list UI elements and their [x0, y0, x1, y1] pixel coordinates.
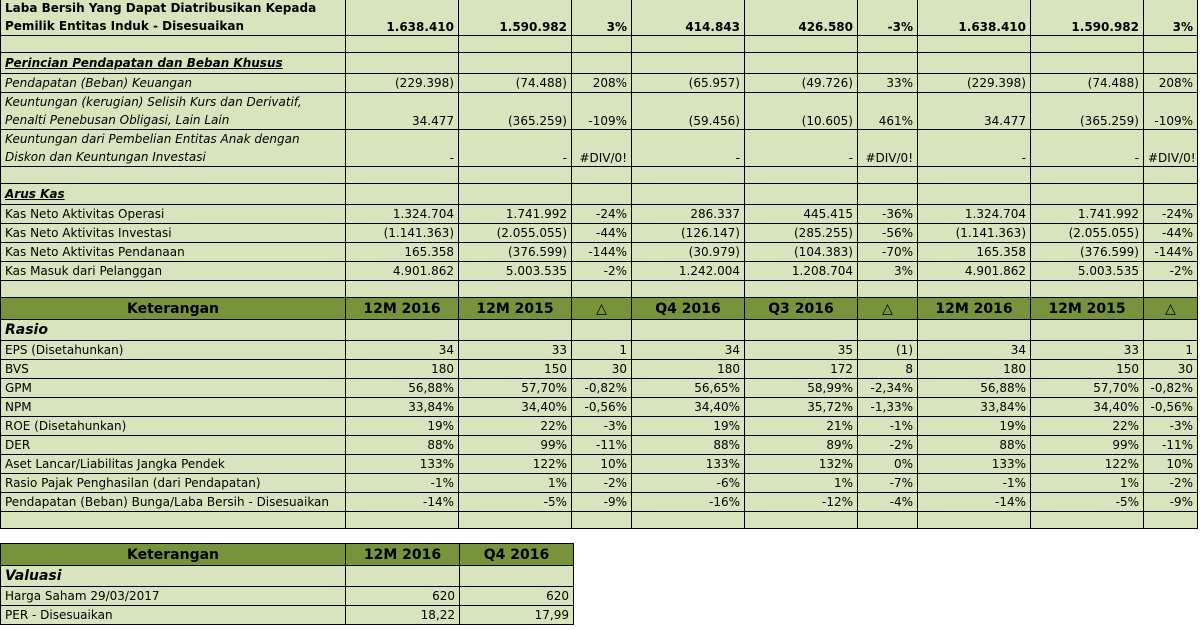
- empty-cell[interactable]: [1031, 53, 1144, 74]
- section-title-text: Valuasi: [5, 568, 62, 584]
- value-cell[interactable]: -0,82%: [572, 379, 632, 398]
- empty-cell[interactable]: [632, 281, 745, 298]
- value-cell[interactable]: -: [918, 130, 1031, 167]
- empty-cell[interactable]: [632, 53, 745, 74]
- empty-cell[interactable]: [1144, 320, 1198, 341]
- value-cell[interactable]: 1%: [745, 474, 858, 493]
- value-cell[interactable]: -24%: [572, 205, 632, 224]
- header-period[interactable]: 12M 2016: [918, 298, 1031, 320]
- value-cell[interactable]: 33,84%: [346, 398, 459, 417]
- value-cell[interactable]: -44%: [572, 224, 632, 243]
- header-period[interactable]: Q3 2016: [745, 298, 858, 320]
- value-cell[interactable]: -7%: [858, 474, 918, 493]
- table-row: [1, 417, 1198, 436]
- value-cell[interactable]: -56%: [858, 224, 918, 243]
- value-cell[interactable]: -: [1031, 130, 1144, 167]
- value-cell[interactable]: (10.605): [745, 93, 858, 130]
- value-cell[interactable]: -3%: [572, 417, 632, 436]
- empty-cell[interactable]: [459, 184, 572, 205]
- value-cell[interactable]: 17,99: [460, 606, 574, 625]
- value-cell[interactable]: 3%: [572, 0, 632, 36]
- value-cell[interactable]: (65.957): [632, 74, 745, 93]
- row-label[interactable]: PER - Disesuaikan: [1, 606, 346, 625]
- empty-cell[interactable]: [745, 184, 858, 205]
- row-label[interactable]: EPS (Disetahunkan): [1, 341, 346, 360]
- value-cell[interactable]: 286.337: [632, 205, 745, 224]
- value-cell[interactable]: 1%: [459, 474, 572, 493]
- table-row: [1, 130, 1198, 167]
- value-cell[interactable]: 620: [346, 587, 460, 606]
- table-row: [1, 93, 1198, 130]
- header-period[interactable]: 12M 2015: [1031, 298, 1144, 320]
- value-cell[interactable]: 57,70%: [459, 379, 572, 398]
- empty-cell[interactable]: [858, 320, 918, 341]
- value-cell[interactable]: (285.255): [745, 224, 858, 243]
- empty-cell[interactable]: [459, 320, 572, 341]
- row-label[interactable]: BVS: [1, 360, 346, 379]
- blank-row: [1, 167, 1198, 184]
- table-row: [1, 493, 1198, 512]
- value-cell[interactable]: 122%: [459, 455, 572, 474]
- value-cell[interactable]: (104.383): [745, 243, 858, 262]
- row-label[interactable]: GPM: [1, 379, 346, 398]
- value-cell[interactable]: 35: [745, 341, 858, 360]
- value-cell[interactable]: 22%: [1031, 417, 1144, 436]
- value-cell[interactable]: 19%: [346, 417, 459, 436]
- value-cell[interactable]: -109%: [572, 93, 632, 130]
- value-cell[interactable]: #DIV/0!: [1144, 130, 1198, 167]
- header-period[interactable]: △: [1144, 298, 1198, 320]
- empty-cell[interactable]: [858, 167, 918, 184]
- value-cell[interactable]: 414.843: [632, 0, 745, 36]
- table-row: [1, 455, 1198, 474]
- section-title[interactable]: [1, 184, 346, 205]
- value-cell[interactable]: 1.208.704: [745, 262, 858, 281]
- table-row: [1, 436, 1198, 455]
- value-cell[interactable]: 1.638.410: [918, 0, 1031, 36]
- value-cell[interactable]: 34: [346, 341, 459, 360]
- value-cell[interactable]: -0,56%: [1144, 398, 1198, 417]
- empty-cell[interactable]: [1144, 53, 1198, 74]
- empty-cell[interactable]: [1, 36, 346, 53]
- value-cell[interactable]: 33%: [858, 74, 918, 93]
- empty-cell[interactable]: [1031, 184, 1144, 205]
- row-label[interactable]: NPM: [1, 398, 346, 417]
- empty-cell[interactable]: [1, 167, 346, 184]
- empty-cell[interactable]: [745, 167, 858, 184]
- value-cell[interactable]: #DIV/0!: [572, 130, 632, 167]
- empty-cell[interactable]: [572, 167, 632, 184]
- empty-cell[interactable]: [346, 167, 459, 184]
- value-cell[interactable]: 3%: [858, 262, 918, 281]
- empty-cell[interactable]: [632, 184, 745, 205]
- row-label[interactable]: Kas Neto Aktivitas Pendanaan: [1, 243, 346, 262]
- value-cell[interactable]: (376.599): [1031, 243, 1144, 262]
- value-cell[interactable]: 1.242.004: [632, 262, 745, 281]
- row-label[interactable]: ROE (Disetahunkan): [1, 417, 346, 436]
- blank-row: [1, 36, 1198, 53]
- table-row: [1, 398, 1198, 417]
- value-cell[interactable]: 1: [1144, 341, 1198, 360]
- value-cell[interactable]: 10%: [1144, 455, 1198, 474]
- value-cell[interactable]: 56,65%: [632, 379, 745, 398]
- value-cell[interactable]: -5%: [459, 493, 572, 512]
- empty-cell[interactable]: [1031, 512, 1144, 529]
- value-cell[interactable]: (2.055.055): [1031, 224, 1144, 243]
- value-cell[interactable]: (229.398): [918, 74, 1031, 93]
- value-cell[interactable]: -14%: [918, 493, 1031, 512]
- value-cell[interactable]: -: [745, 130, 858, 167]
- table-row: [1, 262, 1198, 281]
- header-period[interactable]: Q4 2016: [632, 298, 745, 320]
- row-label[interactable]: DER: [1, 436, 346, 455]
- empty-cell[interactable]: [459, 36, 572, 53]
- empty-cell[interactable]: [572, 36, 632, 53]
- empty-cell[interactable]: [1, 281, 346, 298]
- value-cell[interactable]: -1%: [918, 474, 1031, 493]
- value-cell[interactable]: -2%: [858, 436, 918, 455]
- empty-cell[interactable]: [459, 281, 572, 298]
- table-row: [1, 0, 1198, 36]
- value-cell[interactable]: 99%: [1031, 436, 1144, 455]
- value-cell[interactable]: 1.741.992: [459, 205, 572, 224]
- value-cell[interactable]: -3%: [1144, 417, 1198, 436]
- empty-cell[interactable]: [1031, 281, 1144, 298]
- value-cell[interactable]: -109%: [1144, 93, 1198, 130]
- empty-cell[interactable]: [918, 320, 1031, 341]
- empty-cell[interactable]: [459, 53, 572, 74]
- value-cell[interactable]: -3%: [858, 0, 918, 36]
- value-cell[interactable]: -9%: [1144, 493, 1198, 512]
- empty-cell[interactable]: [632, 512, 745, 529]
- table-row: [1, 360, 1198, 379]
- empty-cell[interactable]: [1031, 36, 1144, 53]
- value-cell[interactable]: 172: [745, 360, 858, 379]
- value-cell[interactable]: -0,56%: [572, 398, 632, 417]
- value-cell[interactable]: -0,82%: [1144, 379, 1198, 398]
- value-cell[interactable]: -1%: [858, 417, 918, 436]
- value-cell[interactable]: -2,34%: [858, 379, 918, 398]
- value-cell[interactable]: 88%: [918, 436, 1031, 455]
- value-cell[interactable]: (365.259): [1031, 93, 1144, 130]
- header-row: [1, 544, 574, 566]
- value-cell[interactable]: (126.147): [632, 224, 745, 243]
- value-cell[interactable]: -: [632, 130, 745, 167]
- empty-cell[interactable]: [1144, 512, 1198, 529]
- value-cell[interactable]: -144%: [1144, 243, 1198, 262]
- value-cell[interactable]: 208%: [572, 74, 632, 93]
- section-title-text: Rasio: [5, 322, 48, 338]
- table-row: [1, 379, 1198, 398]
- empty-cell[interactable]: [858, 36, 918, 53]
- empty-cell[interactable]: [632, 167, 745, 184]
- header-period[interactable]: 12M 2016: [346, 298, 459, 320]
- empty-cell[interactable]: [346, 281, 459, 298]
- value-cell[interactable]: -70%: [858, 243, 918, 262]
- header-row: [1, 298, 1198, 320]
- section-title-text: Arus Kas: [5, 187, 65, 201]
- section-title[interactable]: [1, 53, 346, 74]
- empty-cell[interactable]: [858, 281, 918, 298]
- value-cell[interactable]: (74.488): [1031, 74, 1144, 93]
- value-cell[interactable]: -1%: [346, 474, 459, 493]
- value-cell[interactable]: 133%: [632, 455, 745, 474]
- blank-row: [1, 512, 1198, 529]
- value-cell[interactable]: 88%: [346, 436, 459, 455]
- header-period[interactable]: Q4 2016: [460, 544, 574, 566]
- value-cell[interactable]: 34,40%: [459, 398, 572, 417]
- value-cell[interactable]: 34: [918, 341, 1031, 360]
- empty-cell[interactable]: [572, 184, 632, 205]
- empty-cell[interactable]: [632, 320, 745, 341]
- value-cell[interactable]: 208%: [1144, 74, 1198, 93]
- value-cell[interactable]: 34.477: [918, 93, 1031, 130]
- value-cell[interactable]: -36%: [858, 205, 918, 224]
- value-cell[interactable]: (365.259): [459, 93, 572, 130]
- value-cell[interactable]: 620: [460, 587, 574, 606]
- value-cell[interactable]: 461%: [858, 93, 918, 130]
- value-cell[interactable]: 1.741.992: [1031, 205, 1144, 224]
- table-row: [1, 606, 574, 625]
- value-cell[interactable]: (229.398): [346, 74, 459, 93]
- value-cell[interactable]: -11%: [1144, 436, 1198, 455]
- section-title-row: [1, 320, 1198, 341]
- value-cell[interactable]: 180: [346, 360, 459, 379]
- value-cell[interactable]: 3%: [1144, 0, 1198, 36]
- value-cell[interactable]: 180: [918, 360, 1031, 379]
- empty-cell[interactable]: [1144, 281, 1198, 298]
- value-cell[interactable]: 35,72%: [745, 398, 858, 417]
- value-cell[interactable]: 426.580: [745, 0, 858, 36]
- empty-cell[interactable]: [1144, 184, 1198, 205]
- value-cell[interactable]: -2%: [572, 474, 632, 493]
- value-cell[interactable]: 133%: [346, 455, 459, 474]
- table-row: [1, 74, 1198, 93]
- value-cell[interactable]: 10%: [572, 455, 632, 474]
- value-cell[interactable]: (59.456): [632, 93, 745, 130]
- value-cell[interactable]: 180: [632, 360, 745, 379]
- value-cell[interactable]: 33: [1031, 341, 1144, 360]
- row-label[interactable]: Keuntungan dari Pembelian Entitas Anak dengan Diskon dan Keuntungan Investasi: [1, 130, 346, 167]
- value-cell[interactable]: -6%: [632, 474, 745, 493]
- row-label[interactable]: Aset Lancar/Liabilitas Jangka Pendek: [1, 455, 346, 474]
- value-cell[interactable]: 1%: [1031, 474, 1144, 493]
- value-cell[interactable]: -: [346, 130, 459, 167]
- empty-cell[interactable]: [1031, 167, 1144, 184]
- value-cell[interactable]: 34,40%: [1031, 398, 1144, 417]
- value-cell[interactable]: 5.003.535: [1031, 262, 1144, 281]
- value-cell[interactable]: 21%: [745, 417, 858, 436]
- value-cell[interactable]: -144%: [572, 243, 632, 262]
- value-cell[interactable]: (74.488): [459, 74, 572, 93]
- value-cell[interactable]: 122%: [1031, 455, 1144, 474]
- empty-cell[interactable]: [346, 320, 459, 341]
- table-row: [1, 205, 1198, 224]
- value-cell[interactable]: 1.638.410: [346, 0, 459, 36]
- empty-cell[interactable]: [858, 53, 918, 74]
- value-cell[interactable]: 1: [572, 341, 632, 360]
- empty-cell[interactable]: [745, 512, 858, 529]
- value-cell[interactable]: #DIV/0!: [858, 130, 918, 167]
- empty-cell[interactable]: [572, 281, 632, 298]
- header-period[interactable]: △: [572, 298, 632, 320]
- section-title-row: [1, 184, 1198, 205]
- row-label[interactable]: Kas Masuk dari Pelanggan: [1, 262, 346, 281]
- value-cell[interactable]: 34.477: [346, 93, 459, 130]
- value-cell[interactable]: 165.358: [346, 243, 459, 262]
- value-cell[interactable]: 132%: [745, 455, 858, 474]
- empty-cell[interactable]: [346, 512, 459, 529]
- value-cell[interactable]: 8: [858, 360, 918, 379]
- empty-cell[interactable]: [346, 36, 459, 53]
- row-label[interactable]: Pendapatan (Beban) Keuangan: [1, 74, 346, 93]
- value-cell[interactable]: 33,84%: [918, 398, 1031, 417]
- empty-cell[interactable]: [346, 566, 460, 587]
- empty-cell[interactable]: [745, 281, 858, 298]
- empty-cell[interactable]: [1, 512, 346, 529]
- value-cell[interactable]: 56,88%: [346, 379, 459, 398]
- empty-cell[interactable]: [572, 320, 632, 341]
- value-cell[interactable]: -: [459, 130, 572, 167]
- value-cell[interactable]: -24%: [1144, 205, 1198, 224]
- value-cell[interactable]: -5%: [1031, 493, 1144, 512]
- value-cell[interactable]: -2%: [1144, 474, 1198, 493]
- value-cell[interactable]: -11%: [572, 436, 632, 455]
- empty-cell[interactable]: [858, 512, 918, 529]
- value-cell[interactable]: 4.901.862: [346, 262, 459, 281]
- value-cell[interactable]: -2%: [572, 262, 632, 281]
- value-cell[interactable]: (2.055.055): [459, 224, 572, 243]
- value-cell[interactable]: (1.141.363): [346, 224, 459, 243]
- value-cell[interactable]: -9%: [572, 493, 632, 512]
- empty-cell[interactable]: [346, 53, 459, 74]
- section-title-text: Perincian Pendapatan dan Beban Khusus: [5, 56, 283, 70]
- empty-cell[interactable]: [918, 512, 1031, 529]
- value-cell[interactable]: 150: [459, 360, 572, 379]
- value-cell[interactable]: 22%: [459, 417, 572, 436]
- section-title-row: [1, 566, 574, 587]
- header-keterangan[interactable]: Keterangan: [1, 298, 346, 320]
- value-cell[interactable]: 18,22: [346, 606, 460, 625]
- value-cell[interactable]: 1.324.704: [346, 205, 459, 224]
- value-cell[interactable]: 4.901.862: [918, 262, 1031, 281]
- empty-cell[interactable]: [1031, 320, 1144, 341]
- table-row: [1, 587, 574, 606]
- row-label[interactable]: Harga Saham 29/03/2017: [1, 587, 346, 606]
- value-cell[interactable]: 0%: [858, 455, 918, 474]
- value-cell[interactable]: -12%: [745, 493, 858, 512]
- value-cell[interactable]: 445.415: [745, 205, 858, 224]
- net-income-label[interactable]: Laba Bersih Yang Dapat Diatribusikan Kepada Pemilik Entitas Induk - Disesuaikan: [1, 0, 346, 36]
- empty-cell[interactable]: [745, 320, 858, 341]
- empty-cell[interactable]: [858, 184, 918, 205]
- value-cell[interactable]: -4%: [858, 493, 918, 512]
- empty-cell[interactable]: [459, 512, 572, 529]
- row-label[interactable]: Keuntungan (kerugian) Selisih Kurs dan Derivatif, Penalti Penebusan Obligasi, Lain Lain: [1, 93, 346, 130]
- header-keterangan[interactable]: Keterangan: [1, 544, 346, 566]
- header-period[interactable]: 12M 2016: [346, 544, 460, 566]
- value-cell[interactable]: 19%: [918, 417, 1031, 436]
- section-title[interactable]: [1, 566, 346, 587]
- table-row: [1, 474, 1198, 493]
- empty-cell[interactable]: [1144, 36, 1198, 53]
- empty-cell[interactable]: [918, 184, 1031, 205]
- value-cell[interactable]: -2%: [1144, 262, 1198, 281]
- row-label[interactable]: Kas Neto Aktivitas Operasi: [1, 205, 346, 224]
- value-cell[interactable]: -44%: [1144, 224, 1198, 243]
- value-cell[interactable]: 89%: [745, 436, 858, 455]
- empty-cell[interactable]: [918, 167, 1031, 184]
- value-cell[interactable]: (30.979): [632, 243, 745, 262]
- value-cell[interactable]: 57,70%: [1031, 379, 1144, 398]
- blank-row: [1, 281, 1198, 298]
- empty-cell[interactable]: [346, 184, 459, 205]
- value-cell[interactable]: 1.590.982: [459, 0, 572, 36]
- value-cell[interactable]: 33: [459, 341, 572, 360]
- value-cell[interactable]: 34,40%: [632, 398, 745, 417]
- value-cell[interactable]: 150: [1031, 360, 1144, 379]
- empty-cell[interactable]: [460, 566, 574, 587]
- value-cell[interactable]: 88%: [632, 436, 745, 455]
- value-cell[interactable]: 30: [1144, 360, 1198, 379]
- valuation-table: [0, 543, 574, 625]
- empty-cell[interactable]: [745, 53, 858, 74]
- value-cell[interactable]: 1.590.982: [1031, 0, 1144, 36]
- value-cell[interactable]: (1.141.363): [918, 224, 1031, 243]
- empty-cell[interactable]: [918, 281, 1031, 298]
- row-label[interactable]: Rasio Pajak Penghasilan (dari Pendapatan): [1, 474, 346, 493]
- value-cell[interactable]: -1,33%: [858, 398, 918, 417]
- value-cell[interactable]: 1.324.704: [918, 205, 1031, 224]
- value-cell[interactable]: 133%: [918, 455, 1031, 474]
- value-cell[interactable]: -14%: [346, 493, 459, 512]
- empty-cell[interactable]: [1144, 167, 1198, 184]
- header-period[interactable]: △: [858, 298, 918, 320]
- value-cell[interactable]: 165.358: [918, 243, 1031, 262]
- value-cell[interactable]: (376.599): [459, 243, 572, 262]
- value-cell[interactable]: 30: [572, 360, 632, 379]
- empty-cell[interactable]: [572, 53, 632, 74]
- empty-cell[interactable]: [918, 53, 1031, 74]
- row-label[interactable]: Pendapatan (Beban) Bunga/Laba Bersih - Disesuaikan: [1, 493, 346, 512]
- value-cell[interactable]: 58,99%: [745, 379, 858, 398]
- empty-cell[interactable]: [632, 36, 745, 53]
- table-row: [1, 224, 1198, 243]
- section-title[interactable]: [1, 320, 346, 341]
- table-row: [1, 341, 1198, 360]
- empty-cell[interactable]: [459, 167, 572, 184]
- table-row: [1, 243, 1198, 262]
- empty-cell[interactable]: [572, 512, 632, 529]
- empty-cell[interactable]: [918, 36, 1031, 53]
- row-label[interactable]: Kas Neto Aktivitas Investasi: [1, 224, 346, 243]
- header-period[interactable]: 12M 2015: [459, 298, 572, 320]
- section-title-row: [1, 53, 1198, 74]
- value-cell[interactable]: -16%: [632, 493, 745, 512]
- value-cell[interactable]: (49.726): [745, 74, 858, 93]
- value-cell[interactable]: (1): [858, 341, 918, 360]
- value-cell[interactable]: 99%: [459, 436, 572, 455]
- value-cell[interactable]: 5.003.535: [459, 262, 572, 281]
- empty-cell[interactable]: [745, 36, 858, 53]
- value-cell[interactable]: 34: [632, 341, 745, 360]
- value-cell[interactable]: 56,88%: [918, 379, 1031, 398]
- value-cell[interactable]: 19%: [632, 417, 745, 436]
